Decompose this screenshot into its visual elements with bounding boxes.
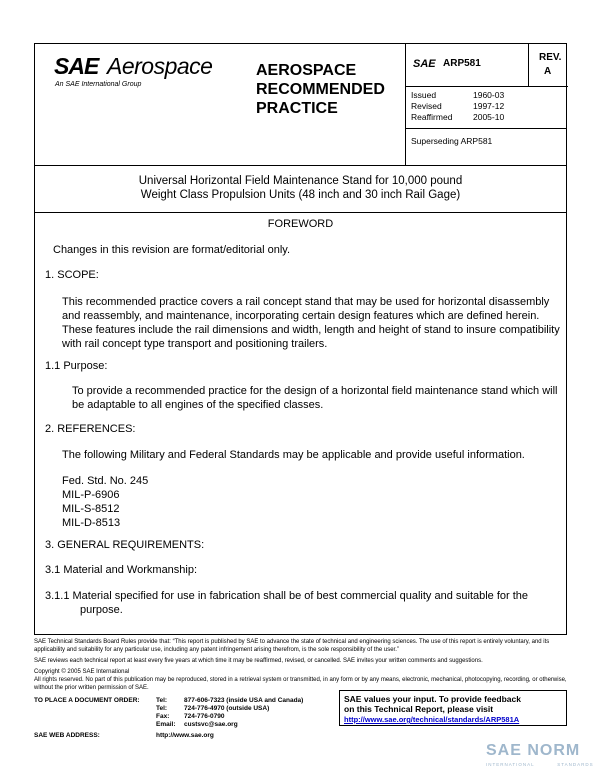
section-3-1-1-text-cont: purpose.	[80, 604, 123, 616]
doc-info-cell	[405, 44, 567, 165]
text-line: be adaptable to all engines of the specified classes.	[72, 399, 324, 411]
sae-norm-logo: SAE NORM	[486, 742, 581, 759]
logo-aerospace: Aerospace	[107, 53, 213, 79]
divider	[406, 128, 567, 129]
text-line: with rail concept type transport and positioning trailers.	[62, 338, 328, 350]
issued-label: Issued	[411, 90, 437, 100]
norm-sub-left: INTERNATIONAL	[486, 762, 535, 767]
doc-type-title	[240, 44, 405, 165]
doc-title-line-2: Weight Class Propulsion Units (48 inch and 30 inch Rail Gage)	[140, 189, 461, 201]
tel-label: Tel:	[156, 697, 168, 704]
text-line: This recommended practice covers a rail concept stand that may be used for horizontal disassembly	[62, 296, 550, 308]
title-line-3: PRACTICE	[256, 100, 338, 117]
revised-date: 1997-12	[473, 101, 505, 111]
sae-aerospace-logo	[35, 44, 240, 165]
document-frame	[34, 43, 567, 635]
section-2-heading: 2. REFERENCES:	[45, 423, 136, 435]
reference-item: MIL-D-8513	[62, 517, 121, 529]
reference-item: MIL-P-6906	[62, 489, 120, 501]
tel-label: Tel:	[156, 705, 168, 712]
revision-cell	[528, 44, 568, 87]
rev-label: REV.	[539, 52, 562, 63]
order-info	[34, 697, 303, 740]
reaffirmed-label: Reaffirmed	[411, 112, 453, 122]
footer-rules: SAE Technical Standards Board Rules provide that: “This report is published by SAE to advance the state of technical and engineering sciences. The use of this report is entirely voluntary, and its applicability and suitability for any particular use, including any patent infringement arising therefrom, is the sole responsibility of the user.”	[34, 639, 550, 653]
superseding: Superseding ARP581	[411, 136, 493, 146]
text-line: To provide a recommended practice for the design of a horizontal field maintenance stand which will	[72, 385, 558, 397]
feedback-line-1: SAE values your input. To provide feedback	[344, 694, 521, 704]
web-label: SAE WEB ADDRESS:	[34, 732, 100, 739]
section-1-heading: 1. SCOPE:	[45, 269, 99, 281]
section-3-1-1-text: 3.1.1 Material specified for use in fabrication shall be of best commercial quality and suitable for the	[45, 590, 529, 602]
sae-norm-sub	[486, 762, 594, 767]
logo-sae: SAE	[54, 53, 99, 79]
text-line: These features include the rail dimensions and width, length and height of stand to insure compatibility	[62, 324, 560, 336]
feedback-box	[339, 690, 567, 726]
revised-label: Revised	[411, 101, 442, 111]
section-1-text	[62, 295, 560, 351]
fax-label: Fax:	[156, 713, 170, 720]
tel-1: 877-606-7323 (inside USA and Canada)	[184, 697, 304, 704]
email-label: Email:	[156, 721, 176, 728]
doc-title-line-1: Universal Horizontal Field Maintenance Stand for 10,000 pound	[138, 175, 463, 187]
feedback-line-2: on this Technical Report, please visit	[344, 704, 494, 714]
foreword-heading: FOREWORD	[267, 218, 334, 230]
tel-2: 724-776-4970 (outside USA)	[184, 705, 270, 712]
order-label: TO PLACE A DOCUMENT ORDER:	[34, 697, 140, 704]
section-2-text: The following Military and Federal Standards may be applicable and provide useful information.	[62, 449, 525, 461]
web-address: http://www.sae.org	[156, 732, 214, 739]
reference-item: MIL-S-8512	[62, 503, 120, 515]
standard-number: ARP581	[443, 58, 481, 69]
footer-rights: All rights reserved. No part of this publication may be reproduced, stored in a retrieval system or transmitted, in any form or by any means, electronic, mechanical, photocopying, recording, or otherwise, without the prior written permission of SAE.	[34, 677, 567, 691]
section-3-1-heading: 3.1 Material and Workmanship:	[45, 564, 198, 576]
footer-legal	[34, 638, 567, 692]
sae-small-logo: SAE	[413, 58, 436, 70]
reaffirmed-date: 2005-10	[473, 112, 505, 122]
reference-item: Fed. Std. No. 245	[62, 475, 149, 487]
changes-note: Changes in this revision are format/editorial only.	[53, 244, 291, 256]
norm-sub-right: STANDARDS	[557, 762, 594, 767]
fax: 724-776-0790	[184, 713, 225, 720]
section-1-1-heading: 1.1 Purpose:	[45, 360, 108, 372]
footer-review: SAE reviews each technical report at least every five years at which time it may be reaffirmed, revised, or cancelled. SAE invites your written comments and suggestions.	[34, 658, 483, 664]
title-line-1: AEROSPACE	[256, 62, 357, 79]
email: custsvc@sae.org	[184, 721, 238, 728]
header	[35, 44, 566, 166]
footer-copyright: Copyright © 2005 SAE International	[34, 669, 130, 675]
document-title	[35, 174, 566, 202]
text-line: and reassembly, and maintenance, incorporating certain design features which are defined herein.	[62, 310, 540, 322]
divider	[35, 212, 566, 213]
logo-subtitle: An SAE International Group	[55, 81, 142, 88]
references-list	[62, 474, 148, 530]
section-3-heading: 3. GENERAL REQUIREMENTS:	[45, 539, 205, 551]
title-line-2: RECOMMENDED	[256, 81, 385, 98]
dates-block	[411, 90, 504, 123]
issued-date: 1960-03	[473, 90, 505, 100]
feedback-link[interactable]: http://www.sae.org/technical/standards/ARP581A	[344, 715, 520, 724]
section-1-1-text	[72, 384, 558, 412]
standard-number-row	[406, 44, 528, 87]
rev-value: A	[544, 66, 552, 77]
